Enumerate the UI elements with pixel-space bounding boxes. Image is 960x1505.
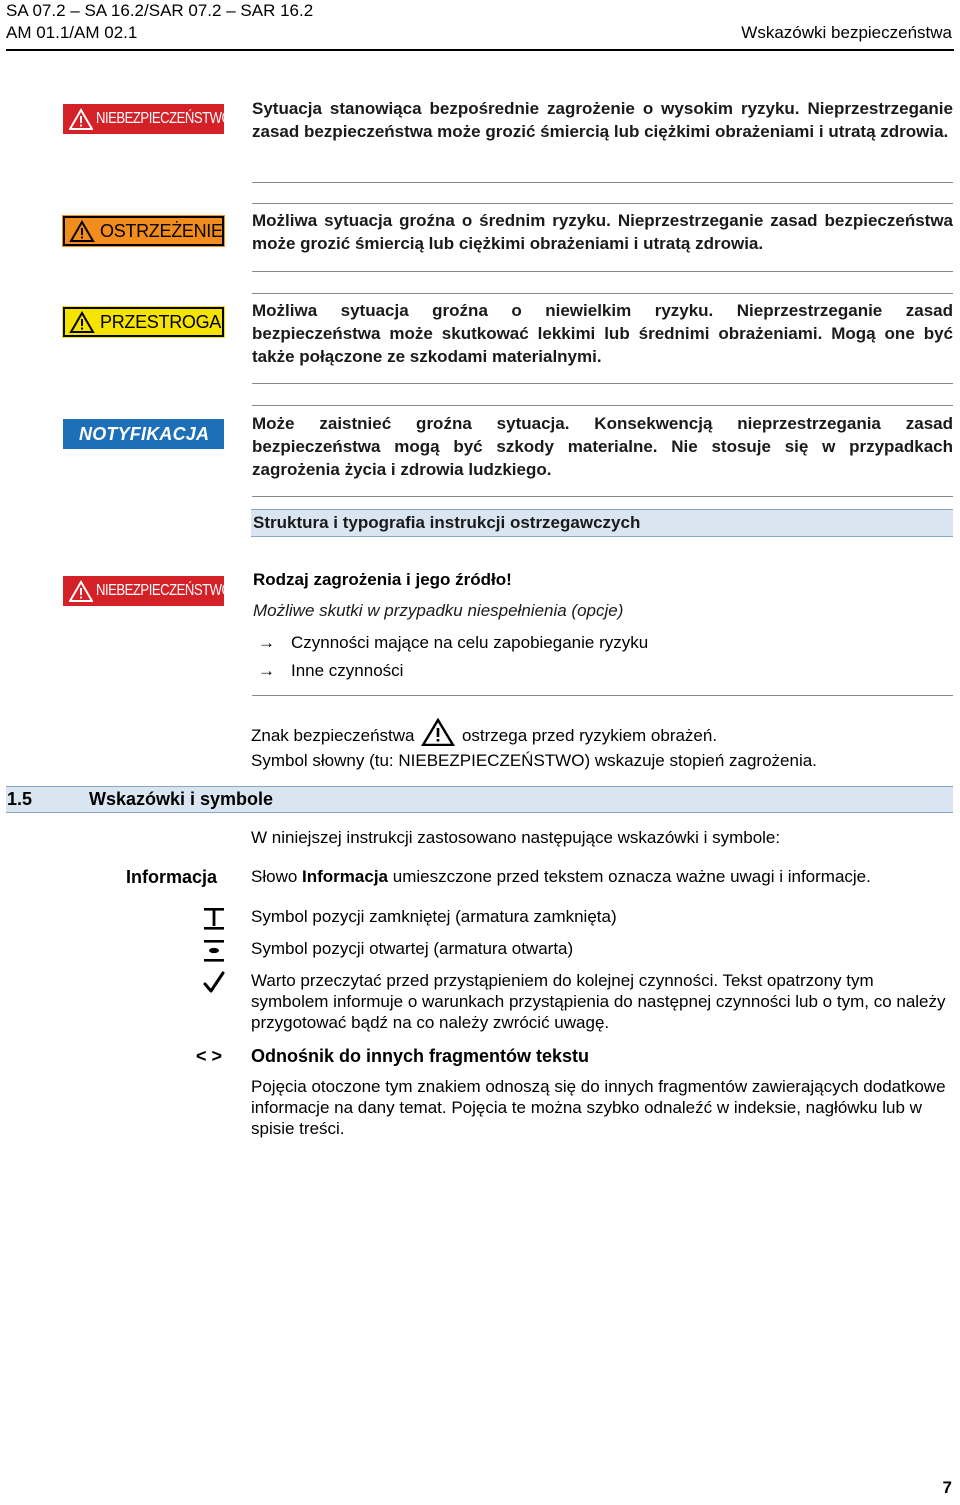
safety-sign-note <box>251 718 717 747</box>
safety-sign-pre: Znak bezpieczeństwa <box>251 726 415 745</box>
warning-triangle-icon <box>69 311 95 333</box>
header-title: Wskazówki bezpieczeństwa <box>741 23 952 42</box>
warning-triangle-icon <box>69 580 93 602</box>
structure-heading-band <box>251 509 953 537</box>
divider <box>252 405 953 406</box>
danger-badge <box>63 104 232 134</box>
divider <box>252 496 953 497</box>
reference-title: Odnośnik do innych fragmentów tekstu <box>251 1046 590 1066</box>
reference-symbol: < > <box>196 1046 223 1066</box>
signal-word-note: Symbol słowny (tu: NIEBEZPIECZEŃSTWO) wskazuje stopień zagrożenia. <box>251 751 817 770</box>
divider <box>252 383 953 384</box>
danger-badge <box>63 576 232 606</box>
info-pre: Słowo <box>251 867 303 886</box>
warning-triangle-icon <box>421 718 455 746</box>
info-post: umieszczone przed tekstem oznacza ważne uwagi i informacje. <box>388 867 871 886</box>
info-bold: Informacja <box>302 867 389 886</box>
safety-sign-post: ostrzega przed ryzykiem obrażeń. <box>461 726 718 745</box>
arrow-icon: → <box>258 633 275 652</box>
notice-badge <box>63 419 224 449</box>
info-label: Informacja <box>126 867 218 887</box>
warning-description: Możliwa sytuacja groźna o średnim ryzyku. Nieprzestrzeganie zasad bezpieczeństwa może grozić śmiercią lub ciężkimi obrażeniami i utratą zdrowia. <box>252 211 953 253</box>
reference-description: Pojęcia otoczone tym znakiem odnoszą się do innych fragmentów zawierających dodatkowe informacje na dany temat. Pojęcia te można szybko odnaleźć w indeksie, nagłówku lub w spisie treści. <box>251 1077 946 1138</box>
possible-consequences: Możliwe skutki w przypadku niespełnienia (opcje) <box>253 601 624 620</box>
notice-description: Może zaistnieć groźna sytuacja. Konsekwencją nieprzestrzegania zasad bezpieczeństwa mogą być szkody materialne. Nie stosuje się w przypadkach zagrożenia życia i zdrowia ludzkiego. <box>252 414 953 479</box>
closed-position-icon <box>203 907 225 931</box>
warning-triangle-icon <box>69 220 95 242</box>
check-description: Warto przeczytać przed przystąpieniem do kolejnej czynności. Tekst opatrzony tym symbolem informuje o warunkach przystąpienia do następnej czynności lub o tym, co należy przygotować bądź na co należy zwrócić uwagę. <box>251 971 946 1032</box>
action-item: Inne czynności <box>291 661 404 680</box>
warning-badge <box>63 216 224 246</box>
closed-position-text: Symbol pozycji zamkniętej (armatura zamknięta) <box>251 907 617 926</box>
danger-description: Sytuacja stanowiąca bezpośrednie zagrożenie o wysokim ryzyku. Nieprzestrzeganie zasad bezpieczeństwa może grozić śmiercią lub ciężkimi obrażeniami i utratą zdrowia. <box>252 99 953 141</box>
divider <box>252 293 953 294</box>
action-item: Czynności mające na celu zapobieganie ryzyku <box>291 633 649 652</box>
arrow-icon: → <box>258 661 275 680</box>
danger-label: NIEBEZPIECZEŃSTWO <box>96 582 232 599</box>
danger-label: NIEBEZPIECZEŃSTWO <box>96 110 232 127</box>
hazard-type: Rodzaj zagrożenia i jego źródło! <box>253 570 512 589</box>
warning-label: OSTRZEŻENIE <box>100 220 223 241</box>
header-rule <box>6 49 954 51</box>
section-number: 1.5 <box>7 789 33 809</box>
divider <box>252 203 953 204</box>
structure-heading: Struktura i typografia instrukcji ostrzegawczych <box>253 513 641 532</box>
open-position-icon <box>203 939 225 963</box>
doc-model-line1: SA 07.2 – SA 16.2/SAR 07.2 – SAR 16.2 <box>6 1 314 20</box>
divider <box>252 182 953 183</box>
divider <box>252 271 953 272</box>
caution-badge <box>63 307 224 337</box>
open-position-text: Symbol pozycji otwartej (armatura otwarta) <box>251 939 574 958</box>
divider <box>252 695 953 696</box>
caution-label: PRZESTROGA <box>100 311 222 332</box>
page-number: 7 <box>942 1478 952 1497</box>
section-heading-band <box>6 786 953 813</box>
section-title: Wskazówki i symbole <box>89 789 274 809</box>
caution-description: Możliwa sytuacja groźna o niewielkim ryzyku. Nieprzestrzeganie zasad bezpieczeństwa może skutkować lekkimi lub średnimi obrażeniami. Mogą one być także połączone ze szkodami materialnymi. <box>252 301 953 366</box>
info-description <box>251 866 871 888</box>
doc-model-line2: AM 01.1/AM 02.1 <box>6 23 138 42</box>
section-intro: W niniejszej instrukcji zastosowano następujące wskazówki i symbole: <box>251 828 781 847</box>
checkmark-icon <box>203 971 225 995</box>
warning-triangle-icon <box>69 108 93 130</box>
notice-label: NOTYFIKACJA <box>79 423 210 444</box>
